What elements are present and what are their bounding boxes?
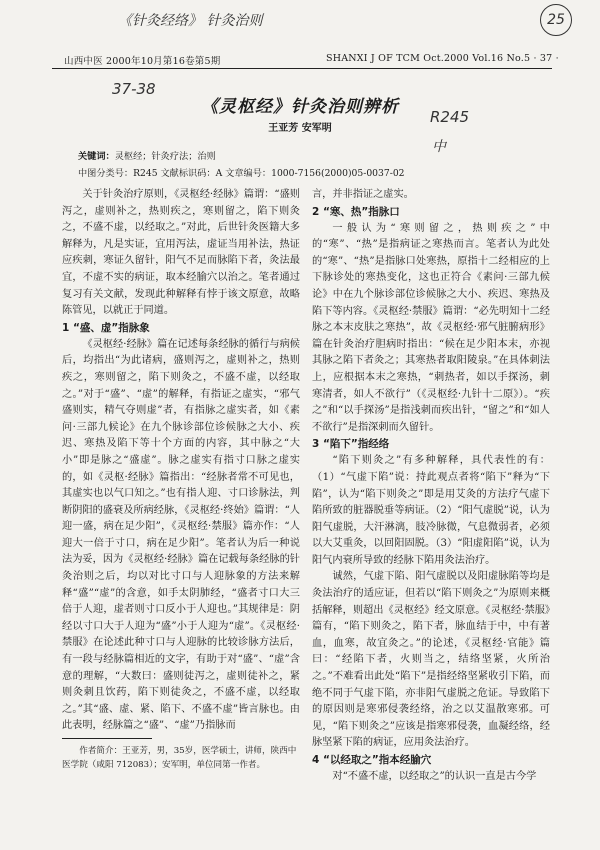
keywords-line [78,148,216,162]
handwritten-circled-number: 25 [540,4,572,36]
right-column [312,187,550,786]
section-4-paragraph: 对“不盛不虚，以经取之”的认识一直是古今学 [332,771,537,782]
classification-line: 中图分类号：R245 文献标识码：A 文章编号：1000-7156(2000)05-0037-02 [78,168,405,179]
handwritten-mark: 中 [432,139,446,155]
handwritten-top-note: 《针灸经络》 针灸治则 [118,13,263,29]
keywords-text: 灵枢经；针灸疗法；治则 [114,151,216,162]
handwritten-page-range: 37-38 [112,80,156,98]
section-3-paragraph-1: “陷下则灸之”有多种解释，具代表性的有：（1）“气虚下陷”说：持此观点者将“陷下”释为“下陷”，认为“陷下则灸之”即是用艾灸的方法疗气虚下陷所致的脏器脱垂等病证。（2）“阳气虚脱”说，认为阳气虚脱，大汗淋漓，肢冷脉微，气息微弱者，必须以大艾重灸，以回阳固脱。（3）“阳虚阳陷”说，认为阳气内衰所导致的经脉下陷用灸法治疗。 [312,455,550,566]
section-1-heading: 1 “盛、虚”指脉象 [62,321,150,334]
handwritten-class-code: R245 [430,108,470,126]
keywords-label: 关键词： [78,151,115,162]
running-header-left: 山西中医 2000年10月第16卷第5期 [64,56,221,67]
running-header-right: SHANXI J OF TCM Oct.2000 Vol.16 No.5 · 37 · [326,53,559,64]
author-footnote: 作者简介：王亚芳，男，35岁，医学硕士，讲师，陕西中医学院（咸阳 712083）；安军明，单位同第一作者。 [62,746,297,770]
section-3-heading: 3 “陷下”指经络 [312,438,390,451]
intro-paragraph: 关于针灸治疗原则，《灵枢经·经脉》篇谓：“盛则泻之，虚则补之，热则疾之，寒则留之，陷下则灸之，不盛不虚，以经取之。”对此，后世针灸医籍大多解释为，凡是实证，宜用泻法，虚证当用补法，热证应疾刺，寒证久留针，阳气不足而脉陷下者，灸法最宜，不虚不实的病证，取本经腧穴以治之。笔者通过复习有关文献，发现此种解释有悖于该文原意，故略陈管见，以就正于同道。 [62,189,300,317]
article-title: 《灵枢经》针灸治则辨析 [201,97,399,117]
section-4-heading: 4 “以经取之”指本经腧穴 [312,754,432,766]
header-rule [52,68,552,69]
section-2-heading: 2 “寒、热”指脉口 [312,205,400,218]
section-1-paragraph: 《灵枢经·经脉》篇在记述每条经脉的循行与病候后，均指出“为此诸病，盛则泻之，虚则补之，热则疾之，寒则留之，陷下则灸之，不盛不虚，以经取之。”对于“盛”、“虚”的解释，有指证之虚实，“邪气盛则实，精气夺则虚”者，有指脉之虚实者，如《素问·三部九候论》在九个脉诊部位诊候脉之大小、疾迟、寒热及陷下等十个方面的内容，其中脉之“大小”即是脉之“盛虚”。脉之虚实有指寸口脉之虚实的，如《灵枢·经脉》篇指出：“经脉者常不可见也，其虚实也以气口知之。”也有指人迎、寸口诊脉法，判断阴阳的盛衰及所病经脉，《灵枢经·终始》篇谓：“人迎一盛，病在足少阳”，《灵枢经·禁服》篇亦作：“人迎大一倍于寸口，病在足少阳”。笔者认为后一种说法为妥，因为《灵枢经·经脉》篇在记载每条经脉的针灸治则之后，均以对比寸口与人迎脉象的方法来解释“盛”“虚”的含意，如手太阴肺经，“盛者寸口大三倍于人迎，虚者则寸口反小于人迎也。”其规律是：阴经以寸口大于人迎为“盛”小于人迎为“虚”。《灵枢经·禁服》在论述此种寸口与人迎脉的比较诊脉方法后，有一段与经脉篇相近的文字，有助于对“盛”、“虚”含意的理解，“大数曰：盛则徒泻之，虚则徒补之，紧则灸刺且饮药，陷下则徒灸之，不盛不虚，以经取之。”其“盛、虚、紧、陷下、不盛不虚”皆言脉也。由此表明，经脉篇之“盛”、“虚”乃指脉而 [62,338,300,732]
left-column [62,187,300,735]
article-authors: 王亚芳 安军明 [268,123,332,134]
continued-paragraph: 言，并非指证之虚实。 [312,189,414,200]
section-2-paragraph: 一般认为“寒则留之，热则疾之”中的“寒”、“热”是指病证之寒热而言。笔者认为此处的“寒”、“热”是指脉口处寒热，原指十二经相应的上下脉诊处的寒热变化，这也正符合《素问·三部九候论》中在九个脉诊部位诊候脉之大小、疾迟、寒热及陷下等内容。《灵枢经·禁服》篇谓：“必先明知十二经脉之本末皮肤之寒热”，故《灵枢经·邪气脏腑病形》篇在针灸治疗胆病时指出：“候在足少阳本末，亦视其脉之陷下者灸之；其寒热者取阳陵泉。”在具体刺法上，应根据本末之寒热，“刺热者，如以手探汤，刺寒清者，如人不欲行”（《灵枢经·九针十二原》）。“疾之”和“以手探汤”是指浅刺而疾出针，“留之”和“如人不欲行”是指深刺而久留针。 [312,222,550,433]
section-3-paragraph-2: 诚然，气虚下陷、阳气虚脱以及阳虚脉陷等均是灸法治疗的适应证，但若以“陷下则灸之”为原则来概括解释，则超出《灵枢经》经文原意。《灵枢经·禁服》篇有，“陷下则灸之，陷下者，脉血结于中，中有著血，血寒，故宜灸之。”的论述，《灵枢经·官能》篇曰：“经陷下者，火则当之，结络坚紧，火所治之。”不难看出此处“陷下”是指经络坚紧收引下陷，而绝不同于气虚下陷，亦非阳气虚脱之危证。导致陷下的原因则是寒邪侵袭经络，治之以艾温散寒邪。可见，“陷下则灸之”应该是指寒邪侵袭，血凝经络，经脉坚紧下陷的病证，应用灸法治疗。 [312,571,550,749]
footnote-rule [62,738,152,739]
